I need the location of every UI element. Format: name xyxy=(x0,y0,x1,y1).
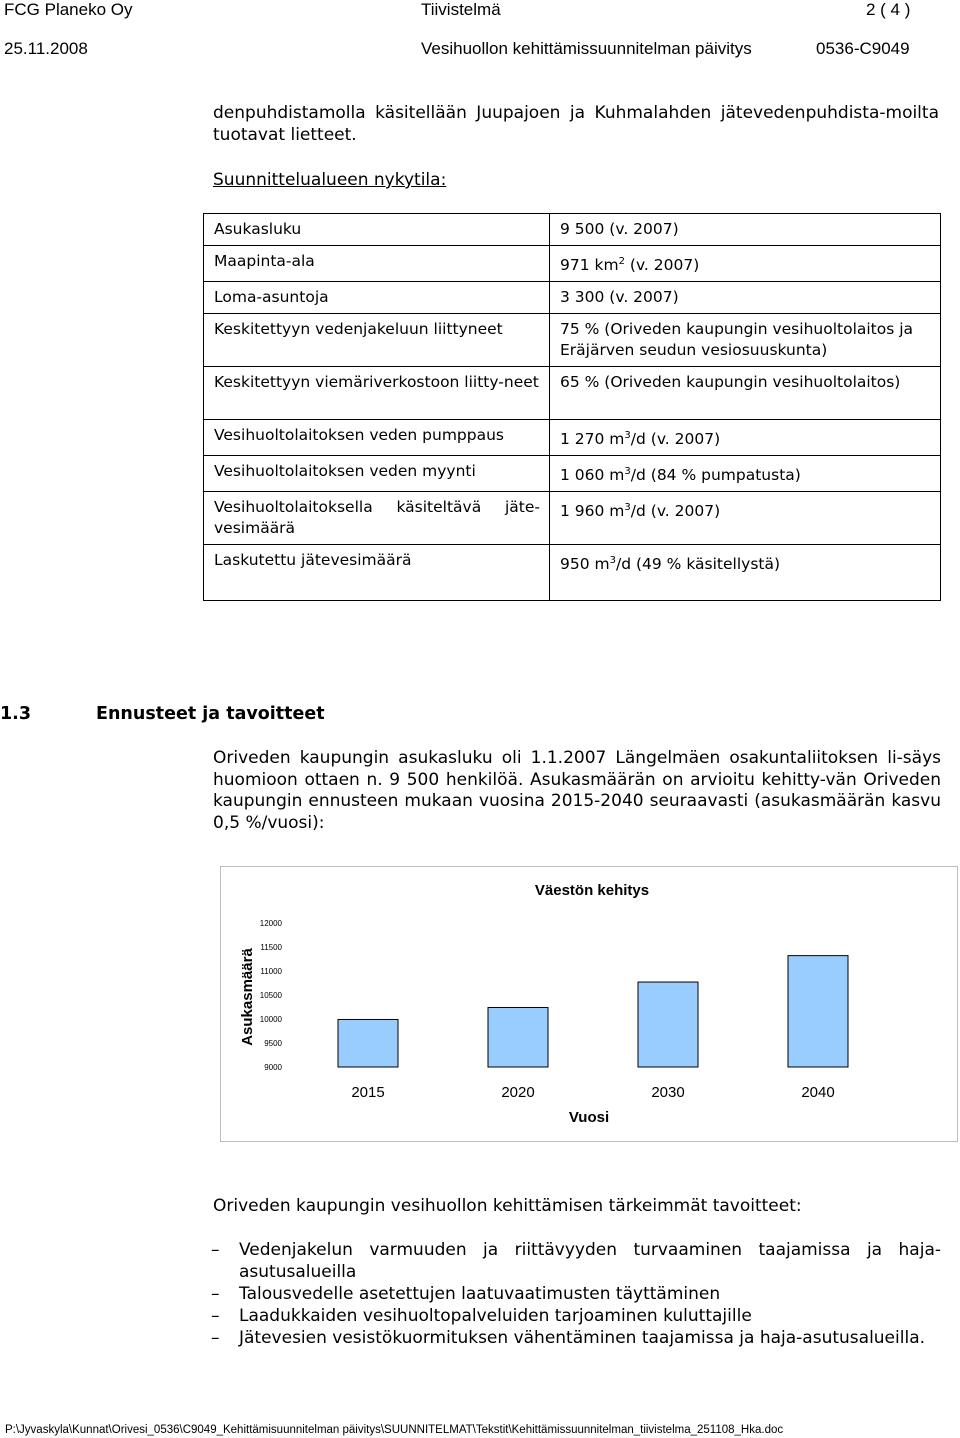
section-title: Ennusteet ja tavoitteet xyxy=(96,704,325,724)
chart-y-tick-label: 9500 xyxy=(264,1039,282,1048)
bullet-dash: – xyxy=(211,1284,220,1304)
list-item xyxy=(211,1305,941,1327)
table-row xyxy=(204,456,941,492)
chart-y-tick-label: 11500 xyxy=(260,943,282,952)
chart-title: Väestön kehitys xyxy=(534,882,650,899)
document-id: 0536-C9049 xyxy=(816,39,910,58)
table-cell-label: Asukasluku xyxy=(204,214,550,246)
table-cell-value: 75 % (Oriveden kaupungin vesihuoltolaitos ja Eräjärven seudun vesiosuuskunta) xyxy=(550,314,941,367)
goal-text: Talousvedelle asetettujen laatuvaatimusten täyttäminen xyxy=(239,1284,721,1304)
chart-x-tick-label: 2040 xyxy=(801,1084,835,1101)
table-cell-value: 9 500 (v. 2007) xyxy=(550,214,941,246)
table-cell-value: 950 $m^3/d$ (49 % käsitellystä) xyxy=(550,545,941,601)
document-title: Vesihuollon kehittämissuunnitelman päivitys xyxy=(421,39,752,58)
company-name: FCG Planeko Oy xyxy=(4,0,133,19)
chart-y-axis-label: Asukasmäärä xyxy=(239,948,256,1046)
table-cell-value: 1 960 $m^3/d$ (v. 2007) xyxy=(550,492,941,545)
list-item xyxy=(211,1283,941,1305)
table-cell-value: 65 % (Oriveden kaupungin vesihuoltolaitos) xyxy=(550,367,941,420)
chart-y-tick-label: 10500 xyxy=(259,991,282,1000)
chart-bar xyxy=(338,1019,398,1067)
table-cell-label: Loma-asuntoja xyxy=(204,282,550,314)
chart-y-tick-label: 9000 xyxy=(264,1063,282,1072)
table-cell-label: Vesihuoltolaitoksen veden myynti xyxy=(204,456,550,492)
chart-y-tick-label: 11000 xyxy=(260,967,282,976)
document-type: Tiivistelmä xyxy=(421,0,501,19)
table-cell-label: Keskitettyyn viemäriverkostoon liitty-neet xyxy=(204,367,550,420)
chart-bar xyxy=(488,1007,548,1067)
table-row xyxy=(204,214,941,246)
chart-x-tick-label: 2015 xyxy=(351,1084,385,1101)
table-row xyxy=(204,246,941,282)
table-cell-value: 971 $km^2$ (v. 2007) xyxy=(550,246,941,282)
chart-x-tick-label: 2020 xyxy=(501,1084,535,1101)
status-table xyxy=(203,213,941,601)
bullet-dash: – xyxy=(211,1306,220,1326)
section-heading xyxy=(0,704,325,724)
table-row xyxy=(204,545,941,601)
table-row xyxy=(204,420,941,456)
goal-text: Jätevesien vesistökuormituksen vähentäminen taajamissa ja haja-asutusalueilla. xyxy=(239,1328,926,1348)
goals-list xyxy=(211,1239,941,1349)
table-row xyxy=(204,367,941,420)
forecast-paragraph: Oriveden kaupungin asukasluku oli 1.1.2007 Längelmäen osakuntaliitoksen li-säys huomioon ottaen n. 9 500 henkilöä. Asukasmäärän on arvioitu kehitty-vän Oriveden kaupungin ennusteen mukaan vuosina 2015-2040 seuraavasti (asukasmäärän kasvu 0,5 %/vuosi): xyxy=(213,748,941,833)
table-cell-value: 3 300 (v. 2007) xyxy=(550,282,941,314)
section-number: 1.3 xyxy=(0,704,32,724)
chart-bar xyxy=(788,956,848,1067)
table-cell-label: Vesihuoltolaitoksen veden pumppaus xyxy=(204,420,550,456)
document-date: 25.11.2008 xyxy=(4,39,88,58)
status-heading: Suunnittelualueen nykytila: xyxy=(213,170,447,190)
list-item xyxy=(211,1327,941,1349)
table-row xyxy=(204,492,941,545)
chart-x-axis-label: Vuosi xyxy=(568,1109,610,1126)
intro-paragraph: denpuhdistamolla käsitellään Juupajoen ja Kuhmalahden jätevedenpuhdista-moilta tuotavat lietteet. xyxy=(213,103,939,145)
table-cell-value: 1 060 $m^3/d$ (84 % pumpatusta) xyxy=(550,456,941,492)
list-item xyxy=(211,1239,941,1283)
table-cell-label: Laskutettu jätevesimäärä xyxy=(204,545,550,601)
chart-x-tick-label: 2030 xyxy=(651,1084,685,1101)
bullet-dash: – xyxy=(211,1328,220,1348)
goal-text: Vedenjakelun varmuuden ja riittävyyden turvaaminen taajamissa ja haja-asutusalueilla xyxy=(239,1240,941,1282)
chart-y-tick-label: 10000 xyxy=(259,1015,282,1024)
table-row xyxy=(204,314,941,367)
footer-file-path: P:\Jyvaskyla\Kunnat\Orivesi_0536\C9049_Kehittämisuunnitelman päivitys\SUUNNITELMAT\Tekstit\Kehittämissuunnitelman_tiivistelma_251108_Hka.doc xyxy=(5,1424,784,1436)
page-number: 2 ( 4 ) xyxy=(866,0,911,19)
population-chart xyxy=(220,866,958,1142)
table-cell-label: Vesihuoltolaitoksella käsiteltävä jäte-vesimäärä xyxy=(204,492,550,545)
chart-y-tick-label: 12000 xyxy=(259,919,282,928)
table-cell-value: 1 270 $m^3/d$ (v. 2007) xyxy=(550,420,941,456)
table-cell-label: Maapinta-ala xyxy=(204,246,550,282)
goal-text: Laadukkaiden vesihuoltopalveluiden tarjoaminen kuluttajille xyxy=(239,1306,752,1326)
goals-heading: Oriveden kaupungin vesihuollon kehittämisen tärkeimmät tavoitteet: xyxy=(213,1196,802,1216)
table-cell-label: Keskitettyyn vedenjakeluun liittyneet xyxy=(204,314,550,367)
table-row xyxy=(204,282,941,314)
bullet-dash: – xyxy=(211,1240,220,1260)
chart-bar xyxy=(638,982,698,1067)
population-chart-svg xyxy=(221,867,957,1141)
